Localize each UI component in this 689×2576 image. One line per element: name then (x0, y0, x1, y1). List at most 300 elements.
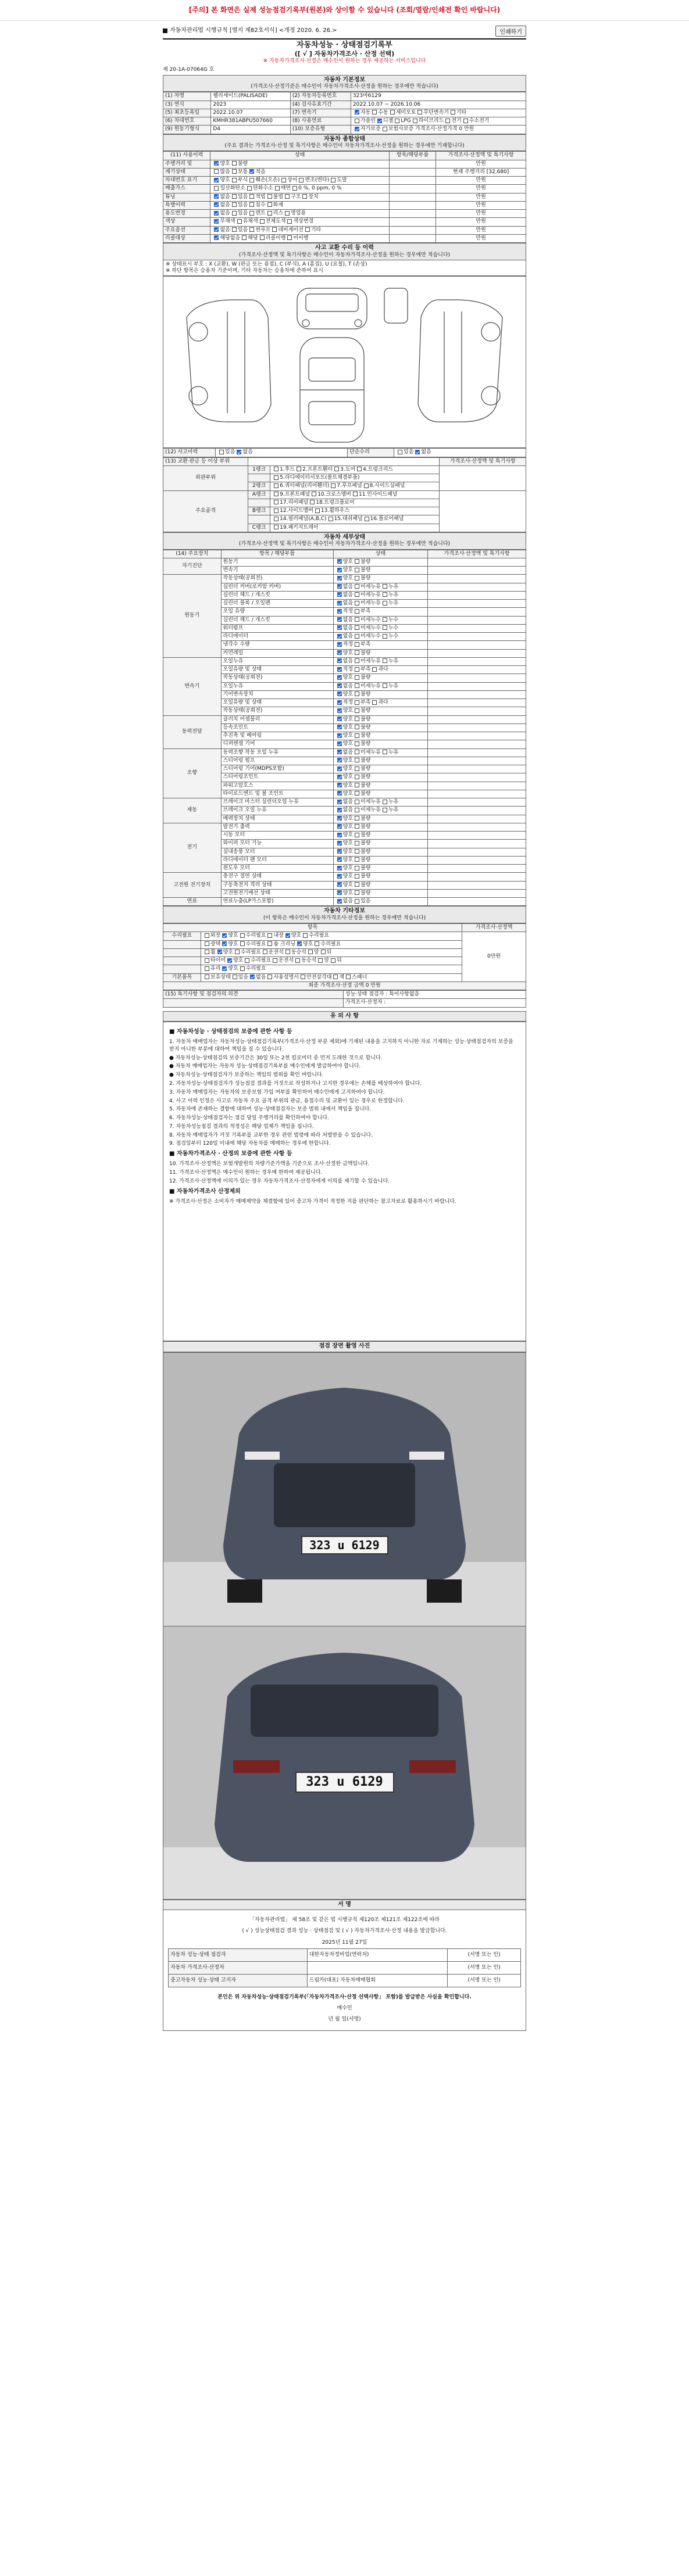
checkbox-checked[interactable] (337, 816, 342, 821)
checkbox-checked[interactable] (337, 766, 342, 771)
checkbox[interactable] (355, 725, 359, 729)
cell: 자동차 성능·상태 점검자 (169, 1948, 308, 1961)
checkbox[interactable] (205, 974, 209, 979)
other-info-table (163, 923, 526, 990)
checkbox-checked[interactable] (337, 584, 342, 589)
option-label: 3.도어 (340, 466, 356, 472)
cell: 스티어링 펌프 (221, 757, 333, 765)
checkbox-checked[interactable] (377, 119, 382, 123)
checkbox[interactable] (355, 634, 359, 639)
option-label: 유리 (210, 966, 221, 972)
checkbox-checked[interactable] (337, 642, 342, 647)
checkbox-checked[interactable] (214, 227, 219, 232)
checkbox-checked[interactable] (214, 202, 219, 207)
checkbox[interactable] (315, 941, 319, 946)
checkbox[interactable] (214, 186, 219, 191)
cell: 워터펌프 (221, 624, 333, 632)
cell (428, 666, 526, 674)
cell: (8) 사용연료 (290, 117, 351, 126)
checkbox[interactable] (355, 617, 359, 622)
checkbox[interactable] (355, 899, 359, 904)
checkbox-checked[interactable] (337, 601, 342, 606)
checkbox[interactable] (240, 941, 245, 946)
checkbox-checked[interactable] (337, 824, 342, 829)
option-label: 불량 (360, 815, 371, 822)
checkbox-checked[interactable] (355, 127, 359, 131)
checkbox-checked[interactable] (337, 841, 342, 845)
checkbox[interactable] (285, 950, 290, 954)
checkbox-checked[interactable] (337, 634, 342, 639)
cell: A랭크 (248, 490, 270, 499)
cell (440, 465, 526, 490)
checkbox-checked[interactable] (337, 559, 342, 564)
checkbox-checked[interactable] (337, 783, 342, 787)
checkbox[interactable] (287, 219, 292, 224)
table-row (163, 234, 526, 242)
checkbox[interactable] (274, 467, 279, 471)
checkbox[interactable] (274, 500, 279, 504)
checkbox-checked[interactable] (337, 592, 342, 597)
checkbox-checked[interactable] (337, 874, 342, 879)
checkbox-checked[interactable] (214, 235, 219, 240)
checkbox[interactable] (355, 601, 359, 606)
inspector-opinion-table (163, 990, 526, 1008)
checkbox[interactable] (355, 708, 359, 713)
checkbox[interactable] (383, 634, 387, 639)
cell: 배력장치 상태 (221, 815, 333, 823)
checkbox[interactable] (281, 178, 286, 182)
option-label: 없음 (220, 227, 230, 233)
checkbox[interactable] (331, 178, 335, 182)
checkbox[interactable] (353, 492, 358, 496)
checkbox-checked[interactable] (214, 194, 219, 199)
checkbox[interactable] (355, 733, 359, 738)
checkbox[interactable] (355, 824, 359, 829)
checkbox[interactable] (355, 766, 359, 771)
option-cell (333, 782, 428, 790)
checkbox[interactable] (233, 974, 237, 979)
option-label: 상이 (287, 177, 298, 183)
checkbox[interactable] (355, 667, 359, 672)
checkbox[interactable] (205, 950, 209, 954)
checkbox[interactable] (267, 933, 272, 938)
checkbox[interactable] (357, 467, 362, 471)
checkbox-checked[interactable] (355, 110, 359, 114)
cell (428, 633, 526, 641)
cell: 제동 (163, 798, 222, 823)
checkbox[interactable] (355, 833, 359, 837)
print-button[interactable]: 인쇄하기 (495, 26, 526, 37)
checkbox-checked[interactable] (337, 750, 342, 754)
cell: 자동차 가격조사·산정자 (169, 1961, 308, 1974)
checkbox[interactable] (301, 974, 305, 979)
checkbox[interactable] (219, 450, 224, 454)
cell: 동력조향 작동 오일 누유 (221, 748, 333, 757)
checkbox-checked[interactable] (214, 211, 219, 216)
option-cell (210, 177, 389, 185)
cell: 시동 모터 (221, 832, 333, 840)
checkbox[interactable] (232, 161, 237, 166)
checkbox[interactable] (274, 475, 279, 480)
checkbox[interactable] (205, 958, 209, 963)
checkbox[interactable] (312, 492, 316, 496)
option-label: 불법 (273, 194, 284, 200)
checkbox-checked[interactable] (415, 450, 420, 454)
checkbox[interactable] (299, 178, 304, 182)
checkbox[interactable] (297, 467, 301, 471)
checkbox[interactable] (372, 667, 377, 672)
checkbox[interactable] (413, 119, 417, 123)
checkbox[interactable] (260, 219, 265, 224)
checkbox-checked[interactable] (337, 833, 342, 837)
option-cell (333, 591, 428, 599)
cell: 가격조사·산정액 및 특기사항 (440, 457, 526, 465)
checkbox-checked[interactable] (337, 667, 342, 672)
checkbox[interactable] (364, 483, 369, 488)
checkbox[interactable] (355, 857, 359, 862)
cell: 항목/해당부품 (389, 152, 435, 160)
checkbox[interactable] (355, 700, 359, 705)
checkbox-checked[interactable] (337, 700, 342, 705)
checkbox[interactable] (237, 219, 242, 224)
option-cell (201, 940, 462, 948)
checkbox[interactable] (315, 508, 320, 513)
checkbox[interactable] (355, 675, 359, 680)
checkbox[interactable] (355, 119, 359, 123)
checkbox[interactable] (355, 841, 359, 845)
checkbox[interactable] (249, 194, 254, 199)
car-rear-view-icon (384, 288, 408, 323)
checkbox[interactable] (260, 235, 265, 240)
checkbox[interactable] (249, 211, 254, 216)
checkbox[interactable] (355, 716, 359, 721)
checkbox-checked[interactable] (214, 161, 219, 166)
checkbox-checked[interactable] (227, 958, 232, 963)
cell: D4 (211, 126, 291, 134)
option-label: 리콜이행 (265, 235, 286, 241)
option-label: 없음 (342, 625, 354, 631)
cell: 항목 (163, 924, 462, 932)
checkbox[interactable] (355, 866, 359, 870)
table-row (163, 177, 526, 185)
cell (428, 881, 526, 889)
table-row (163, 575, 526, 583)
checkbox[interactable] (267, 941, 272, 946)
checkbox-checked[interactable] (337, 725, 342, 729)
checkbox-checked[interactable] (337, 576, 342, 581)
checkbox[interactable] (310, 500, 315, 504)
checkbox[interactable] (274, 525, 279, 529)
cell (248, 457, 440, 465)
checkbox[interactable] (308, 950, 313, 954)
checkbox[interactable] (333, 974, 338, 979)
option-label: 미세누수 (360, 633, 381, 639)
cell: 가격조사·산정액 (462, 924, 526, 932)
checkbox[interactable] (383, 617, 387, 622)
cell: 원동기 (221, 558, 333, 566)
cell (389, 218, 435, 226)
checkbox[interactable] (355, 576, 359, 581)
option-label: 불량 (360, 741, 371, 747)
option-label: 미세누유 (360, 749, 381, 755)
checkbox-checked[interactable] (337, 775, 342, 779)
option-label: 렌트 (255, 210, 266, 216)
checkbox[interactable] (390, 110, 395, 114)
checkbox[interactable] (355, 592, 359, 597)
checkbox[interactable] (355, 584, 359, 589)
checkbox[interactable] (355, 849, 359, 854)
option-cell (333, 873, 428, 881)
checkbox-checked[interactable] (249, 169, 254, 174)
checkbox-checked[interactable] (337, 808, 342, 812)
checkbox[interactable] (355, 816, 359, 821)
checkbox-checked[interactable] (222, 941, 227, 946)
checkbox[interactable] (355, 683, 359, 688)
checkbox[interactable] (355, 775, 359, 779)
checkbox-checked[interactable] (337, 708, 342, 713)
checkbox[interactable] (355, 741, 359, 746)
checkbox-checked[interactable] (337, 675, 342, 680)
checkbox[interactable] (355, 658, 359, 663)
checkbox[interactable] (355, 609, 359, 614)
cell (428, 823, 526, 831)
checkbox[interactable] (292, 186, 297, 191)
option-label: 누유 (388, 799, 399, 805)
checkbox[interactable] (285, 194, 290, 199)
cell: 작동상태(공회전) (221, 674, 333, 682)
signature-section (163, 1910, 526, 2031)
vehicle-rear-photo (163, 1626, 526, 1899)
option-label: 부족 (360, 642, 371, 648)
option-label: 5.라디에이터서포트(볼트체결부품) (280, 475, 360, 481)
checkbox-checked[interactable] (337, 899, 342, 904)
cell (428, 591, 526, 599)
checkbox[interactable] (355, 874, 359, 879)
checkbox-checked[interactable] (337, 683, 342, 688)
cell: 최종 가격조사·산정 금액 0 만원 (163, 981, 526, 990)
checkbox[interactable] (267, 211, 272, 216)
checkbox[interactable] (273, 958, 277, 963)
checkbox[interactable] (395, 119, 399, 123)
checkbox[interactable] (334, 467, 339, 471)
checkbox-checked[interactable] (222, 933, 227, 938)
cell (163, 957, 201, 965)
cell (428, 715, 526, 723)
checkbox-checked[interactable] (337, 625, 342, 630)
checkbox-checked[interactable] (337, 617, 342, 622)
checkbox[interactable] (274, 492, 279, 496)
checkbox[interactable] (383, 800, 387, 804)
checkbox[interactable] (365, 517, 369, 521)
checkbox-checked[interactable] (337, 741, 342, 746)
checkbox-checked[interactable] (337, 890, 342, 895)
checkbox[interactable] (249, 178, 254, 182)
checkbox[interactable] (305, 227, 310, 232)
checkbox-checked[interactable] (337, 733, 342, 738)
checkbox-checked[interactable] (337, 866, 342, 870)
checkbox[interactable] (331, 483, 335, 488)
checkbox-checked[interactable] (214, 178, 219, 182)
option-label: 양호 (342, 766, 354, 772)
checkbox[interactable] (205, 933, 209, 938)
option-label: 가솔린 (360, 118, 376, 124)
checkbox[interactable] (417, 110, 422, 114)
option-cell (333, 558, 428, 566)
checkbox[interactable] (321, 950, 326, 954)
checkbox[interactable] (383, 592, 387, 597)
checkbox[interactable] (232, 202, 237, 207)
option-cell (201, 965, 462, 973)
checkbox[interactable] (355, 800, 359, 804)
checkbox[interactable] (329, 517, 333, 521)
checkbox[interactable] (285, 211, 290, 216)
cell: 특별이력 (163, 201, 210, 209)
checkbox[interactable] (463, 119, 468, 123)
checkbox[interactable] (346, 974, 351, 979)
checkbox[interactable] (274, 517, 279, 521)
car-front-view-icon (297, 288, 367, 329)
checkbox[interactable] (355, 890, 359, 895)
checkbox[interactable] (383, 658, 387, 663)
checkbox-checked[interactable] (337, 882, 342, 887)
checkbox[interactable] (372, 110, 377, 114)
checkbox[interactable] (383, 625, 387, 630)
cell: 기본품목 (163, 973, 201, 981)
checkbox[interactable] (302, 194, 307, 199)
checkbox[interactable] (355, 568, 359, 572)
checkbox[interactable] (232, 211, 237, 216)
checkbox-checked[interactable] (337, 568, 342, 572)
checkbox-checked[interactable] (337, 692, 342, 696)
cell (163, 948, 201, 956)
option-label: 전기 (451, 118, 462, 124)
checkbox[interactable] (240, 933, 245, 938)
option-cell (270, 515, 440, 524)
option-label: 영업용 (291, 210, 306, 216)
checkbox[interactable] (274, 483, 279, 488)
option-label: 양호 (342, 691, 354, 697)
checkbox[interactable] (275, 186, 280, 191)
checkbox[interactable] (372, 700, 377, 705)
checkbox-checked[interactable] (337, 849, 342, 854)
checkbox-checked[interactable] (337, 800, 342, 804)
checkbox[interactable] (355, 559, 359, 564)
checkbox[interactable] (383, 750, 387, 754)
checkbox-checked[interactable] (337, 716, 342, 721)
checkbox[interactable] (383, 808, 387, 812)
table-row (163, 201, 526, 209)
checkbox[interactable] (232, 227, 237, 232)
option-label: 과다 (378, 700, 388, 705)
checkbox-checked[interactable] (337, 650, 342, 655)
option-label: 불량 (360, 823, 371, 830)
checkbox[interactable] (398, 450, 402, 454)
checkbox[interactable] (232, 194, 237, 199)
checkbox[interactable] (303, 933, 308, 938)
checkbox[interactable] (267, 974, 272, 979)
checkbox-checked[interactable] (297, 941, 302, 946)
checkbox[interactable] (274, 508, 279, 513)
cell: 오일누유 (221, 657, 333, 665)
checkbox-checked[interactable] (214, 219, 219, 224)
checkbox[interactable] (355, 692, 359, 696)
checkbox[interactable] (267, 194, 272, 199)
checkbox[interactable] (355, 642, 359, 647)
checkbox[interactable] (267, 202, 272, 207)
checkbox[interactable] (318, 958, 323, 963)
checkbox[interactable] (355, 791, 359, 796)
checkbox-checked[interactable] (217, 950, 222, 954)
checkbox[interactable] (240, 966, 245, 971)
checkbox[interactable] (263, 950, 267, 954)
checkbox[interactable] (235, 950, 240, 954)
option-label: 세미오토 (395, 109, 416, 116)
checkbox[interactable] (272, 227, 277, 232)
cell: 윈도우 모터 (221, 865, 333, 873)
checkbox[interactable] (383, 601, 387, 606)
checkbox[interactable] (247, 186, 252, 191)
checkbox[interactable] (242, 235, 247, 240)
option-cell (333, 567, 428, 575)
option-label: 미이행 (293, 235, 309, 241)
checkbox[interactable] (249, 202, 254, 207)
checkbox-checked[interactable] (337, 658, 342, 663)
checkbox-checked[interactable] (285, 933, 290, 938)
checkbox[interactable] (214, 169, 219, 174)
law-reference: 자동차관리법 시행규칙 [별지 제82호서식] <개정 2020. 6. 26.> (170, 27, 337, 34)
checkbox[interactable] (355, 750, 359, 754)
checkbox[interactable] (445, 119, 450, 123)
checkbox[interactable] (355, 882, 359, 887)
checkbox-checked[interactable] (337, 791, 342, 796)
checkbox-checked[interactable] (222, 966, 227, 971)
option-cell (333, 765, 428, 773)
bullet-square-icon (163, 28, 167, 33)
checkbox[interactable] (287, 235, 292, 240)
option-label: 자가보증 (360, 126, 381, 132)
checkbox[interactable] (331, 958, 335, 963)
checkbox-checked[interactable] (250, 974, 255, 979)
checkbox[interactable] (295, 958, 300, 963)
cell: 항목 / 해당부품 (221, 550, 333, 558)
checkbox[interactable] (232, 178, 237, 182)
note-paragraph: 2. 자동차성능·상태점검자가 성능점검 결과를 거짓으로 작성하거나 고지한 경우에는 손해를 배상하여야 합니다. (169, 1081, 422, 1087)
note-paragraph: 3. 자동차 매매업자는 자동차의 보증보험 가입 여부를 확인하여 매수인에게 고지하여야 합니다. (169, 1089, 385, 1095)
checkbox[interactable] (232, 169, 237, 174)
checkbox[interactable] (249, 227, 254, 232)
option-label: 불량 (360, 865, 371, 871)
checkbox-checked[interactable] (337, 758, 342, 762)
checkbox[interactable] (355, 783, 359, 787)
checkbox[interactable] (355, 808, 359, 812)
checkbox-checked[interactable] (237, 450, 241, 454)
checkbox[interactable] (355, 650, 359, 655)
checkbox[interactable] (451, 110, 455, 114)
checkbox[interactable] (355, 758, 359, 762)
checkbox-checked[interactable] (337, 857, 342, 862)
checkbox[interactable] (383, 584, 387, 589)
checkbox[interactable] (205, 941, 209, 946)
checkbox-checked[interactable] (337, 609, 342, 614)
checkbox[interactable] (245, 958, 249, 963)
option-label: 불량 (360, 774, 371, 780)
checkbox[interactable] (383, 683, 387, 688)
checkbox[interactable] (383, 127, 387, 131)
option-label: 누유 (388, 583, 399, 590)
checkbox[interactable] (205, 966, 209, 971)
cell: 외판부위 (163, 465, 248, 490)
checkbox[interactable] (355, 625, 359, 630)
